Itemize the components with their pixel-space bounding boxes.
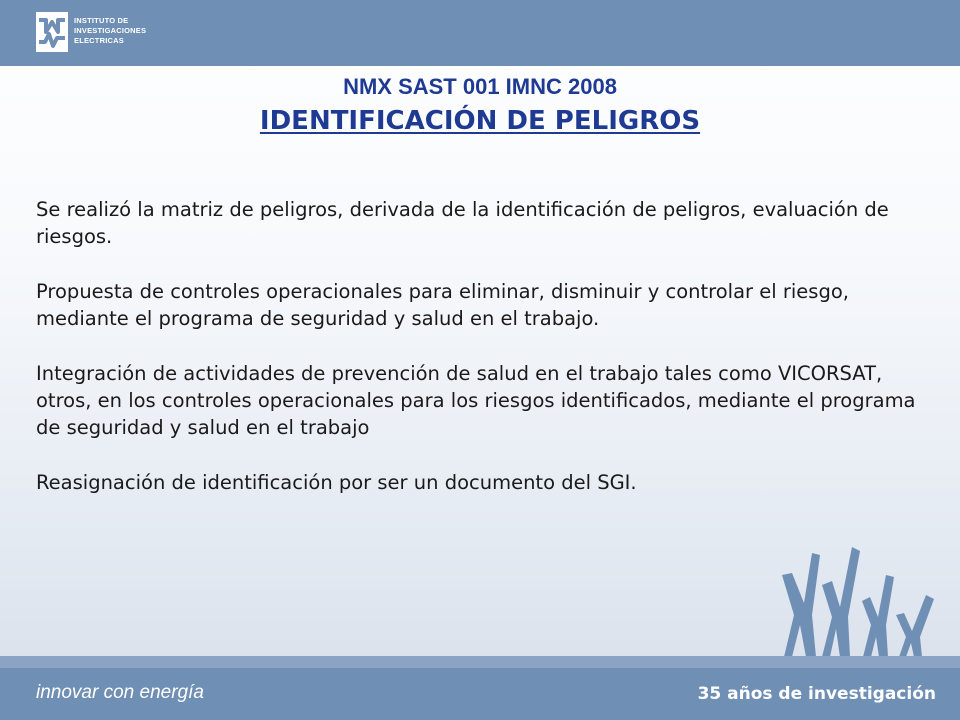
logo-line: ELECTRICAS [74,36,124,45]
title-standard: NMX SAST 001 IMNC 2008 [343,74,617,99]
slide-title [0,72,960,140]
body-paragraph: Reasignación de identificación por ser un documento del SGI. [36,471,637,494]
logo-line: INSTITUTO DE [74,16,129,25]
body-paragraph: Se realizó la matriz de peligros, derivada de la identificación de peligros, evaluación de riesgos. [36,198,889,248]
institute-logo [36,12,196,56]
body-paragraph: Propuesta de controles operacionales para eliminar, disminuir y controlar el riesgo, mediante el programa de seguridad y salud en el trabajo. [36,280,849,330]
slide-body [36,196,916,524]
title-topic: IDENTIFICACIÓN DE PELIGROS [259,106,701,136]
people-figures-icon [778,545,948,660]
logo-text [74,16,146,46]
header-bar [0,0,960,66]
logo-mark-icon [36,12,68,52]
logo-line: INVESTIGACIONES [74,26,147,35]
footer-tagline: innovar con energía [36,682,204,703]
body-paragraph: Integración de actividades de prevención de salud en el trabajo tales como VICORSAT, otros, en los controles operacionales para los riesgos identificados, mediante el programa de seguridad y salud en el trabajo [36,362,916,439]
footer-stripe [0,656,960,668]
footer-anniversary: 35 años de investigación [697,684,936,704]
footer-bar [0,668,960,720]
